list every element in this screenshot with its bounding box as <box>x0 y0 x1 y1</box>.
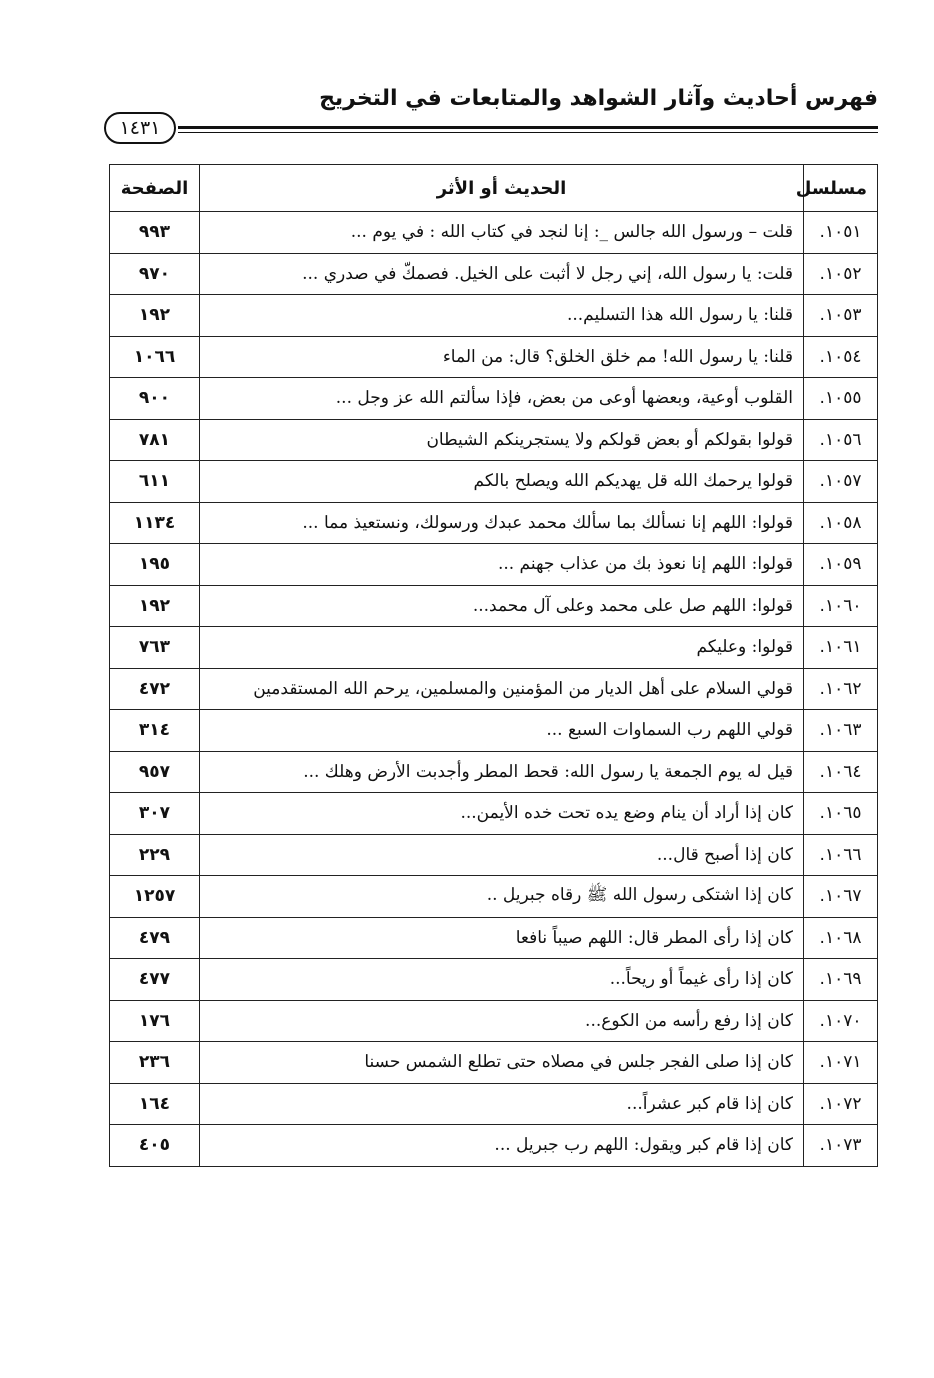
table-row <box>110 378 878 420</box>
table-row <box>110 1125 878 1167</box>
row-page: ٣٠٧ <box>110 793 200 835</box>
row-serial: ١٠٧١. <box>804 1042 878 1084</box>
row-page: ١٩٥ <box>110 544 200 586</box>
row-page: ١٩٢ <box>110 295 200 337</box>
row-serial: ١٠٦٢. <box>804 668 878 710</box>
row-text: قولي اللهم رب السماوات السبع ... <box>200 710 804 752</box>
table-body <box>110 212 878 1167</box>
row-page: ٩٧٠ <box>110 253 200 295</box>
row-serial: ١٠٥٦. <box>804 419 878 461</box>
row-serial: ١٠٦٤. <box>804 751 878 793</box>
row-page: ٦١١ <box>110 461 200 503</box>
row-page: ٤٠٥ <box>110 1125 200 1167</box>
row-page: ٩٩٣ <box>110 212 200 254</box>
row-text: كان إذا رفع رأسه من الكوع... <box>200 1000 804 1042</box>
table-row <box>110 295 878 337</box>
table-row <box>110 668 878 710</box>
row-text: قولوا: اللهم صل على محمد وعلى آل محمد... <box>200 585 804 627</box>
row-text: كان إذا قام كبر عشراً... <box>200 1083 804 1125</box>
row-text: القلوب أوعية، وبعضها أوعى من بعض، فإذا سألتم الله عز وجل ... <box>200 378 804 420</box>
row-serial: ١٠٥٢. <box>804 253 878 295</box>
table-row <box>110 1000 878 1042</box>
row-text: قلنا: يا رسول الله! مم خلق الخلق؟ قال: من الماء <box>200 336 804 378</box>
table-row <box>110 336 878 378</box>
row-page: ٤٧٧ <box>110 959 200 1001</box>
row-serial: ١٠٧٣. <box>804 1125 878 1167</box>
row-text: قولوا بقولكم أو بعض قولكم ولا يستجرينكم الشيطان <box>200 419 804 461</box>
table-row <box>110 544 878 586</box>
row-page: ٧٦٣ <box>110 627 200 669</box>
row-text: قولوا: اللهم إنا نسألك بما سألك محمد عبدك ورسولك، ونستعيذ مما ... <box>200 502 804 544</box>
row-serial: ١٠٦٣. <box>804 710 878 752</box>
row-serial: ١٠٦٦. <box>804 834 878 876</box>
row-serial: ١٠٥٤. <box>804 336 878 378</box>
row-text: قولوا يرحمك الله قل يهديكم الله ويصلح بالكم <box>200 461 804 503</box>
header-rule-thick <box>178 126 878 129</box>
table-row <box>110 253 878 295</box>
table-row <box>110 1083 878 1125</box>
column-header-page: الصفحة <box>110 165 200 212</box>
row-page: ١٩٢ <box>110 585 200 627</box>
row-page: ١٠٦٦ <box>110 336 200 378</box>
row-page: ١١٣٤ <box>110 502 200 544</box>
row-text: كان إذا أراد أن ينام وضع يده تحت خده الأيمن... <box>200 793 804 835</box>
row-serial: ١٠٦٩. <box>804 959 878 1001</box>
row-page: ٩٠٠ <box>110 378 200 420</box>
row-serial: ١٠٥٧. <box>804 461 878 503</box>
table-row <box>110 502 878 544</box>
table-row <box>110 917 878 959</box>
row-text: كان إذا اشتكى رسول الله ﷺ رقاه جبريل .. <box>200 876 804 918</box>
hadith-index-table <box>109 164 878 1167</box>
row-serial: ١٠٦٧. <box>804 876 878 918</box>
table-row <box>110 959 878 1001</box>
row-text: قولوا: وعليكم <box>200 627 804 669</box>
row-text: كان إذا رأى غيماً أو ريحاً... <box>200 959 804 1001</box>
table-row <box>110 876 878 918</box>
table-row <box>110 1042 878 1084</box>
running-title: فهرس أحاديث وآثار الشواهد والمتابعات في التخريج <box>319 86 878 111</box>
row-serial: ١٠٦٨. <box>804 917 878 959</box>
table-row <box>110 627 878 669</box>
row-page: ١٧٦ <box>110 1000 200 1042</box>
column-header-serial: مسلسل <box>804 165 878 212</box>
row-page: ٩٥٧ <box>110 751 200 793</box>
row-serial: ١٠٧٢. <box>804 1083 878 1125</box>
row-page: ٧٨١ <box>110 419 200 461</box>
row-text: كان إذا رأى المطر قال: اللهم صيباً نافعا <box>200 917 804 959</box>
row-text: قولوا: اللهم إنا نعوذ بك من عذاب جهنم ... <box>200 544 804 586</box>
row-page: ١٦٤ <box>110 1083 200 1125</box>
page-number-badge: ١٤٣١ <box>104 112 176 144</box>
page-header <box>104 86 878 146</box>
row-text: كان إذا صلى الفجر جلس في مصلاه حتى تطلع الشمس حسنا <box>200 1042 804 1084</box>
row-text: كان إذا قام كبر ويقول: اللهم رب جبريل ... <box>200 1125 804 1167</box>
row-serial: ١٠٦١. <box>804 627 878 669</box>
header-rule-thin <box>178 132 878 133</box>
table-row <box>110 834 878 876</box>
row-serial: ١٠٥٣. <box>804 295 878 337</box>
table-header-row <box>110 165 878 212</box>
row-serial: ١٠٥٥. <box>804 378 878 420</box>
row-text: قلنا: يا رسول الله هذا التسليم... <box>200 295 804 337</box>
row-page: ٤٧٩ <box>110 917 200 959</box>
row-serial: ١٠٧٠. <box>804 1000 878 1042</box>
table-row <box>110 212 878 254</box>
row-page: ٢٣٦ <box>110 1042 200 1084</box>
row-text: كان إذا أصبح قال... <box>200 834 804 876</box>
row-serial: ١٠٥١. <box>804 212 878 254</box>
table-row <box>110 710 878 752</box>
row-page: ٢٢٩ <box>110 834 200 876</box>
row-text: قيل له يوم الجمعة يا رسول الله: قحط المطر وأجدبت الأرض وهلك ... <box>200 751 804 793</box>
table-row <box>110 461 878 503</box>
row-text: قلت: يا رسول الله، إني رجل لا أثبت على الخيل. فصمكّ في صدري ... <box>200 253 804 295</box>
table-row <box>110 793 878 835</box>
row-serial: ١٠٦٠. <box>804 585 878 627</box>
row-serial: ١٠٥٨. <box>804 502 878 544</box>
table-row <box>110 751 878 793</box>
row-page: ٣١٤ <box>110 710 200 752</box>
table-row <box>110 585 878 627</box>
row-text: قولي السلام على أهل الديار من المؤمنين والمسلمين، يرحم الله المستقدمين <box>200 668 804 710</box>
row-page: ١٢٥٧ <box>110 876 200 918</box>
row-serial: ١٠٦٥. <box>804 793 878 835</box>
row-serial: ١٠٥٩. <box>804 544 878 586</box>
row-page: ٤٧٢ <box>110 668 200 710</box>
column-header-text: الحديث أو الأثر <box>200 165 804 212</box>
row-text: قلت – ورسول الله جالس _: إنا لنجد في كتاب الله : في يوم ... <box>200 212 804 254</box>
table-row <box>110 419 878 461</box>
